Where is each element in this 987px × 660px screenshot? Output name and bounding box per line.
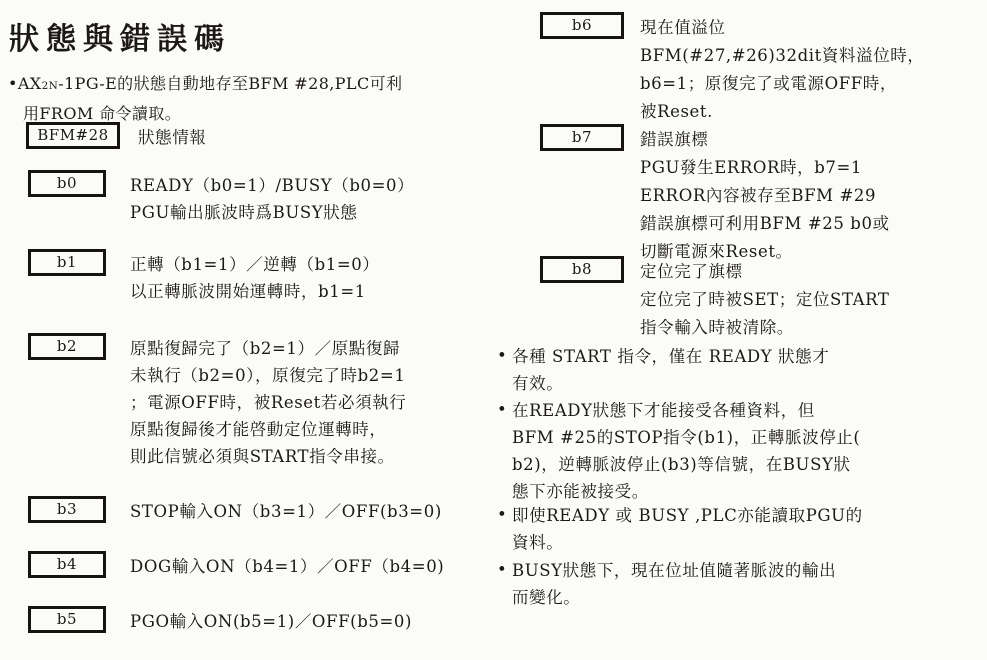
module-name: AX [17, 74, 42, 93]
bit-box-b7: b7 [540, 124, 624, 151]
entry-b0 [28, 170, 414, 226]
page-title: 狀態與錯誤碼 [9, 22, 231, 57]
note-plc-read [497, 502, 863, 556]
entry-line: PGO輸入ON(b5=1)／OFF(b5=0) [130, 612, 413, 631]
note-line: 資料。 [512, 533, 564, 552]
entry-line: 錯誤旗標可利用BFM #25 b0或 [640, 214, 890, 233]
bit-box-b2: b2 [28, 333, 106, 360]
bfm28-box: BFM#28 [26, 122, 120, 149]
entry-b8 [540, 256, 890, 342]
note-line: BFM #25的STOP指令(b1)，正轉脈波停止( [512, 428, 861, 447]
bit-box-b3: b3 [28, 496, 106, 523]
entry-b2 [28, 333, 406, 470]
note-line: 在READY狀態下才能接受各種資料，但 [512, 401, 815, 420]
bullet-icon: • [497, 346, 508, 365]
bullet-icon: • [497, 505, 508, 524]
note-ready-data [497, 397, 860, 505]
note-line: 有效。 [512, 374, 564, 393]
entry-line: 指令輸入時被清除。 [640, 318, 794, 337]
entry-line: 未執行（b2=0），原復完了時b2=1 [130, 366, 406, 385]
note-line: 態下亦能被接受。 [512, 482, 649, 501]
entry-b4 [28, 551, 444, 580]
intro-line-2: 用FROM 命令讀取。 [23, 104, 182, 123]
entry-line: ERROR內容被存至BFM #29 [640, 186, 877, 205]
entry-line: 正轉（b1=1）／逆轉（b1=0） [130, 255, 380, 274]
entry-line: 被Reset. [640, 102, 713, 121]
entry-line: READY（b0=1）/BUSY（b0=0） [130, 176, 415, 195]
entry-line: DOG輸入ON（b4=1）／OFF（b4=0) [130, 557, 445, 576]
bit-box-b0: b0 [28, 170, 106, 197]
bit-box-b1: b1 [28, 249, 106, 276]
entry-b1 [28, 249, 379, 305]
bit-box-b8: b8 [540, 256, 624, 283]
entry-line: PGU發生ERROR時，b7=1 [640, 158, 863, 177]
entry-b6 [540, 12, 925, 126]
bullet-icon: • [8, 74, 18, 93]
entry-line: 原點復歸後才能啓動定位運轉時， [130, 420, 387, 439]
intro-line-1 [8, 70, 402, 100]
entry-line: 錯誤旗標 [640, 130, 709, 149]
entry-line: 則此信號必須與START指令串接。 [130, 447, 395, 466]
entry-line: 切斷電源來Reset。 [640, 242, 793, 261]
entry-line: 定位完了旗標 [640, 262, 743, 281]
note-line: 各種 START 指令，僅在 READY 狀態才 [512, 347, 830, 366]
entry-line: 原點復歸完了（b2=1）／原點復歸 [130, 339, 401, 358]
note-line: BUSY狀態下，現在位址值隨著脈波的輸出 [512, 561, 837, 580]
entry-line: 狀態情報 [138, 128, 207, 147]
note-line: b2)，逆轉脈波停止(b3)等信號，在BUSY狀 [512, 455, 851, 474]
entry-b5 [28, 606, 412, 635]
note-line: 即使READY 或 BUSY ,PLC亦能讀取PGU的 [512, 506, 863, 525]
note-line: 而變化。 [512, 588, 581, 607]
entry-line: BFM(#27,#26)32dit資料溢位時， [640, 46, 925, 65]
entry-line: 現在值溢位 [640, 18, 726, 37]
entry-line: STOP輸入ON（b3=1）／OFF(b3=0) [130, 502, 442, 521]
module-name-subscript: 2N [41, 80, 59, 92]
note-start-ready [497, 343, 829, 397]
bullet-icon: • [497, 560, 508, 579]
entry-b7 [540, 124, 890, 266]
bit-box-b5: b5 [28, 606, 106, 633]
bullet-icon: • [497, 400, 508, 419]
note-busy-address [497, 557, 836, 611]
entry-line: 以正轉脈波開始運轉時，b1=1 [130, 282, 366, 301]
entry-line: 定位完了時被SET；定位START [640, 290, 890, 309]
entry-bfm28 [26, 122, 206, 151]
entry-line: PGU輸出脈波時爲BUSY狀態 [130, 203, 358, 222]
entry-line: ；電源OFF時，被Reset若必須執行 [130, 393, 407, 412]
intro-text: -1PG-E的狀態自動地存至BFM #28,PLC可利 [58, 74, 403, 93]
entry-line: b6=1；原復完了或電源OFF時， [640, 74, 898, 93]
intro-paragraph [8, 70, 402, 127]
bit-box-b4: b4 [28, 551, 106, 578]
entry-b3 [28, 496, 442, 525]
bit-box-b6: b6 [540, 12, 624, 39]
